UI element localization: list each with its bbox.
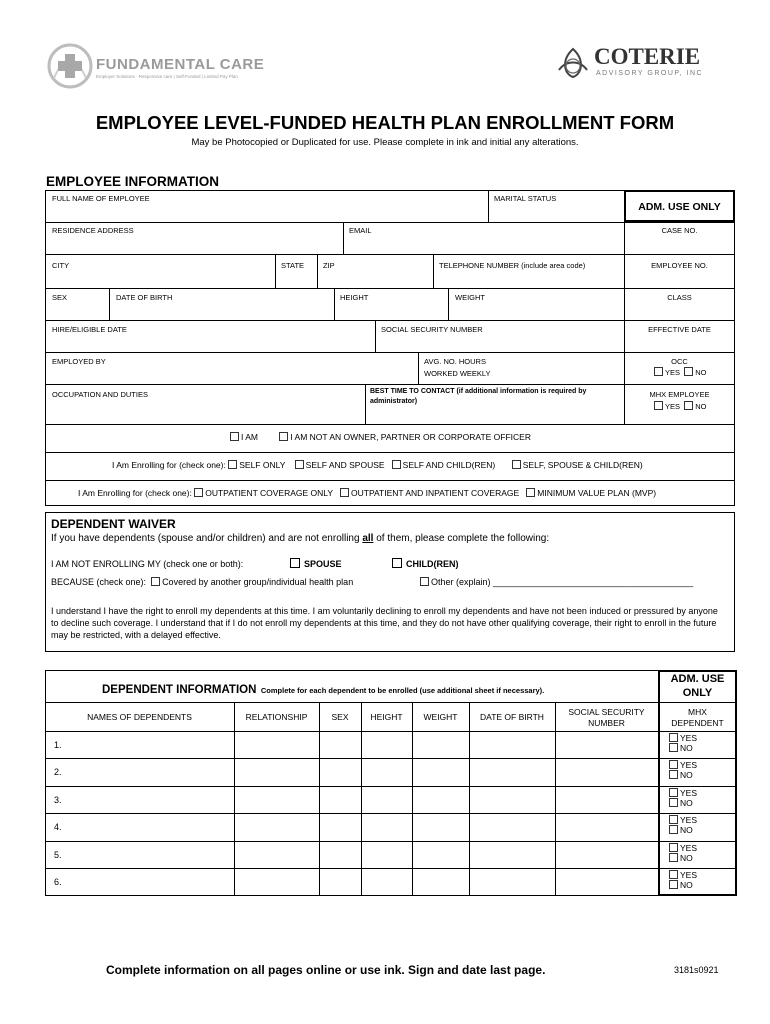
case-no-label: CASE NO. xyxy=(661,226,698,235)
occ-no-checkbox[interactable] xyxy=(684,367,693,376)
dep3-no-checkbox[interactable] xyxy=(669,798,678,807)
form-code: 3181s0921 xyxy=(674,965,719,975)
weight-label: WEIGHT xyxy=(455,293,485,302)
city-label: CITY xyxy=(52,261,70,270)
dob-label: DATE OF BIRTH xyxy=(116,293,173,302)
mvp-checkbox[interactable] xyxy=(526,488,535,497)
dep6-yes-checkbox[interactable] xyxy=(669,870,678,879)
dep5-yes-checkbox[interactable] xyxy=(669,843,678,852)
occ-no-label: NO xyxy=(695,368,707,377)
col-mhx-header-2: DEPENDENT xyxy=(671,718,724,728)
state-label: STATE xyxy=(281,261,305,270)
dep4-yes-checkbox[interactable] xyxy=(669,815,678,824)
avg-hours-label-1: AVG. NO. HOURS xyxy=(424,357,486,366)
dep2-no-checkbox[interactable] xyxy=(669,770,678,779)
dep3-yes-checkbox[interactable] xyxy=(669,788,678,797)
waiver-intro-post: of them, please complete the following: xyxy=(373,533,550,544)
no-label: NO xyxy=(680,825,693,835)
outpatient-inpatient-label: OUTPATIENT AND INPATIENT COVERAGE xyxy=(351,488,520,498)
outpatient-checkbox[interactable] xyxy=(194,488,203,497)
self-spouse-checkbox[interactable] xyxy=(295,460,304,469)
waiver-heading: DEPENDENT WAIVER xyxy=(51,517,176,531)
waiver-children-option xyxy=(392,558,459,569)
self-spouse-child-label: SELF, SPOUSE & CHILD(REN) xyxy=(522,460,643,470)
waiver-children-label: CHILD(REN) xyxy=(406,559,459,569)
dependent-heading-note: Complete for each dependent to be enrolled (use additional sheet if necessary). xyxy=(260,686,545,695)
enrolling-label-2: I Am Enrolling for (check one): xyxy=(78,488,192,498)
dependent-heading-title: DEPENDENT INFORMATION xyxy=(102,684,257,696)
footer-note: Complete information on all pages online or use ink. Sign and date last page. xyxy=(106,963,546,977)
occ-yes-checkbox[interactable] xyxy=(654,367,663,376)
waiver-because-row xyxy=(51,577,353,587)
yes-label: YES xyxy=(680,815,698,825)
waiver-not-enrolling-row xyxy=(51,559,243,569)
fundamental-care-tagline: Employer Solutions · Responsive care | Self-Funded | Limited Pay Plan xyxy=(96,74,238,79)
waiver-spouse-label: SPOUSE xyxy=(304,559,342,569)
yes-label: YES xyxy=(680,843,698,853)
occ-yes-label: YES xyxy=(665,368,681,377)
marital-status-label: MARITAL STATUS xyxy=(494,194,557,203)
other-explain-line[interactable]: ________________________________________ xyxy=(493,577,694,587)
dep-mhx-options xyxy=(669,815,697,835)
other-label: Other (explain) xyxy=(431,577,491,587)
form-subtitle: May be Photocopied or Duplicated for use. Please complete in ink and initial any alterations. xyxy=(191,137,579,148)
col-ssn-header-2: NUMBER xyxy=(588,718,625,728)
waiver-spouse-option xyxy=(290,558,342,569)
col-ssn-header-1: SOCIAL SECURITY xyxy=(568,707,645,717)
form-title: EMPLOYEE LEVEL-FUNDED HEALTH PLAN ENROLLMENT FORM xyxy=(95,112,675,133)
covered-checkbox[interactable] xyxy=(151,577,160,586)
dep-mhx-options xyxy=(669,870,697,890)
waiver-intro-pre: If you have dependents (spouse and/or children) and are not enrolling xyxy=(51,533,363,544)
residence-address-label: RESIDENCE ADDRESS xyxy=(52,226,134,235)
ssn-label: SOCIAL SECURITY NUMBER xyxy=(381,325,483,334)
col-mhx-header-1: MHX xyxy=(688,707,707,717)
dependent-row-number: 1. xyxy=(54,740,62,750)
occ-label: OCC xyxy=(671,357,688,366)
mhx-employee-label: MHX EMPLOYEE xyxy=(649,390,710,399)
dependent-row-number: 4. xyxy=(54,822,62,832)
self-child-checkbox[interactable] xyxy=(392,460,401,469)
occupation-label: OCCUPATION AND DUTIES xyxy=(52,390,148,399)
occ-options xyxy=(654,367,706,377)
col-relationship-header: RELATIONSHIP xyxy=(245,712,308,722)
dep-mhx-options xyxy=(669,843,697,863)
dep-adm-use-1: ADM. USE xyxy=(670,673,725,685)
i-am-label: I AM xyxy=(241,432,259,442)
coterie-logo xyxy=(556,44,736,84)
dep-mhx-options xyxy=(669,788,697,808)
self-child-label: SELF AND CHILD(REN) xyxy=(402,460,496,470)
dependent-row-number: 6. xyxy=(54,877,62,887)
yes-label: YES xyxy=(680,760,698,770)
dependent-row-number: 2. xyxy=(54,767,62,777)
self-only-checkbox[interactable] xyxy=(228,460,237,469)
fundamental-care-logo xyxy=(44,40,265,92)
dep6-no-checkbox[interactable] xyxy=(669,880,678,889)
self-spouse-child-checkbox[interactable] xyxy=(512,460,521,469)
hire-date-label: HIRE/ELIGIBLE DATE xyxy=(52,325,127,334)
fundamental-care-name: FUNDAMENTAL CARE xyxy=(96,56,265,73)
waiver-children-checkbox[interactable] xyxy=(392,558,402,568)
dep1-yes-checkbox[interactable] xyxy=(669,733,678,742)
because-label: BECAUSE (check one): xyxy=(51,577,147,587)
waiver-other-row xyxy=(420,577,693,587)
yes-label: YES xyxy=(680,733,698,743)
dep4-no-checkbox[interactable] xyxy=(669,825,678,834)
yes-label: YES xyxy=(680,870,698,880)
i-am-checkbox[interactable] xyxy=(230,432,239,441)
covered-label: Covered by another group/individual health plan xyxy=(162,577,354,587)
class-label: CLASS xyxy=(667,293,692,302)
best-time-label-2: administrator) xyxy=(370,398,418,405)
dep5-no-checkbox[interactable] xyxy=(669,853,678,862)
col-weight-header: WEIGHT xyxy=(423,712,458,722)
col-sex-header: SEX xyxy=(331,712,349,722)
mhx-employee-yes-checkbox[interactable] xyxy=(654,401,663,410)
zip-label: ZIP xyxy=(323,261,335,270)
dependent-info-table xyxy=(45,670,659,896)
yes-label: YES xyxy=(680,788,698,798)
mhx-employee-yes-label: YES xyxy=(665,402,681,411)
no-label: NO xyxy=(680,853,693,863)
dep-mhx-options xyxy=(669,760,697,780)
effective-date-label: EFFECTIVE DATE xyxy=(648,325,711,334)
no-label: NO xyxy=(680,880,693,890)
no-label: NO xyxy=(680,743,693,753)
sex-label: SEX xyxy=(52,293,68,302)
dep1-no-checkbox[interactable] xyxy=(669,743,678,752)
dep-adm-use-2: ONLY xyxy=(682,687,713,699)
outpatient-label: OUTPATIENT COVERAGE ONLY xyxy=(205,488,333,498)
dependent-row-number: 3. xyxy=(54,795,62,805)
employee-info-heading: EMPLOYEE INFORMATION xyxy=(46,174,220,189)
enrolling-label-1: I Am Enrolling for (check one): xyxy=(112,460,226,470)
telephone-label: TELEPHONE NUMBER (include area code) xyxy=(439,261,586,270)
not-enrolling-label: I AM NOT ENROLLING MY (check one or both): xyxy=(51,559,244,569)
no-label: NO xyxy=(680,798,693,808)
no-label: NO xyxy=(680,770,693,780)
waiver-intro-all: all xyxy=(362,533,374,544)
avg-hours-label-2: WORKED WEEKLY xyxy=(424,369,491,378)
dep2-yes-checkbox[interactable] xyxy=(669,760,678,769)
adm-use-label: ADM. USE ONLY xyxy=(638,201,721,213)
dependent-row-number: 5. xyxy=(54,850,62,860)
mhx-employee-no-checkbox[interactable] xyxy=(684,401,693,410)
mhx-employee-no-label: NO xyxy=(695,402,707,411)
waiver-spouse-checkbox[interactable] xyxy=(290,558,300,568)
col-names-header: NAMES OF DEPENDENTS xyxy=(87,712,192,722)
self-only-label: SELF ONLY xyxy=(239,460,286,470)
employee-info-table xyxy=(45,190,735,506)
coterie-name: COTERIE xyxy=(594,44,701,69)
self-spouse-label: SELF AND SPOUSE xyxy=(305,460,385,470)
outpatient-inpatient-checkbox[interactable] xyxy=(340,488,349,497)
email-label: EMAIL xyxy=(349,226,372,235)
waiver-intro xyxy=(51,533,549,544)
other-checkbox[interactable] xyxy=(420,577,429,586)
enrolling-row-1 xyxy=(112,460,643,470)
best-time-label-1: BEST TIME TO CONTACT (if additional information is required by xyxy=(370,388,587,395)
col-height-header: HEIGHT xyxy=(370,712,403,722)
owner-row xyxy=(230,432,531,442)
dependent-heading xyxy=(102,680,544,698)
mvp-label: MINIMUM VALUE PLAN (MVP) xyxy=(537,488,657,498)
i-am-not-label: I AM NOT AN OWNER, PARTNER OR CORPORATE OFFICER xyxy=(290,432,531,442)
mhx-employee-options xyxy=(654,401,706,411)
i-am-not-checkbox[interactable] xyxy=(279,432,288,441)
full-name-label: FULL NAME OF EMPLOYEE xyxy=(52,194,150,203)
col-dob-header: DATE OF BIRTH xyxy=(480,712,544,722)
employed-by-label: EMPLOYED BY xyxy=(52,357,106,366)
coterie-triquetra-icon xyxy=(556,46,590,80)
employee-no-label: EMPLOYEE NO. xyxy=(651,261,708,270)
waiver-paragraph: I understand I have the right to enroll my dependents at this time. I am voluntarily declining to enroll my dependents and have not been induced or pressured by anyone to decline such coverage. I understand that if I do not enroll my dependents at this time, and they do not have other qualifying coverage, their right to enroll in the future may be restricted, with a delayed effective. xyxy=(51,606,718,640)
enrolling-row-2 xyxy=(78,488,656,498)
dep-mhx-options xyxy=(669,733,697,753)
fundamental-care-emblem-icon xyxy=(44,40,96,92)
height-label: HEIGHT xyxy=(340,293,369,302)
coterie-subtitle: ADVISORY GROUP, INC xyxy=(596,70,704,77)
